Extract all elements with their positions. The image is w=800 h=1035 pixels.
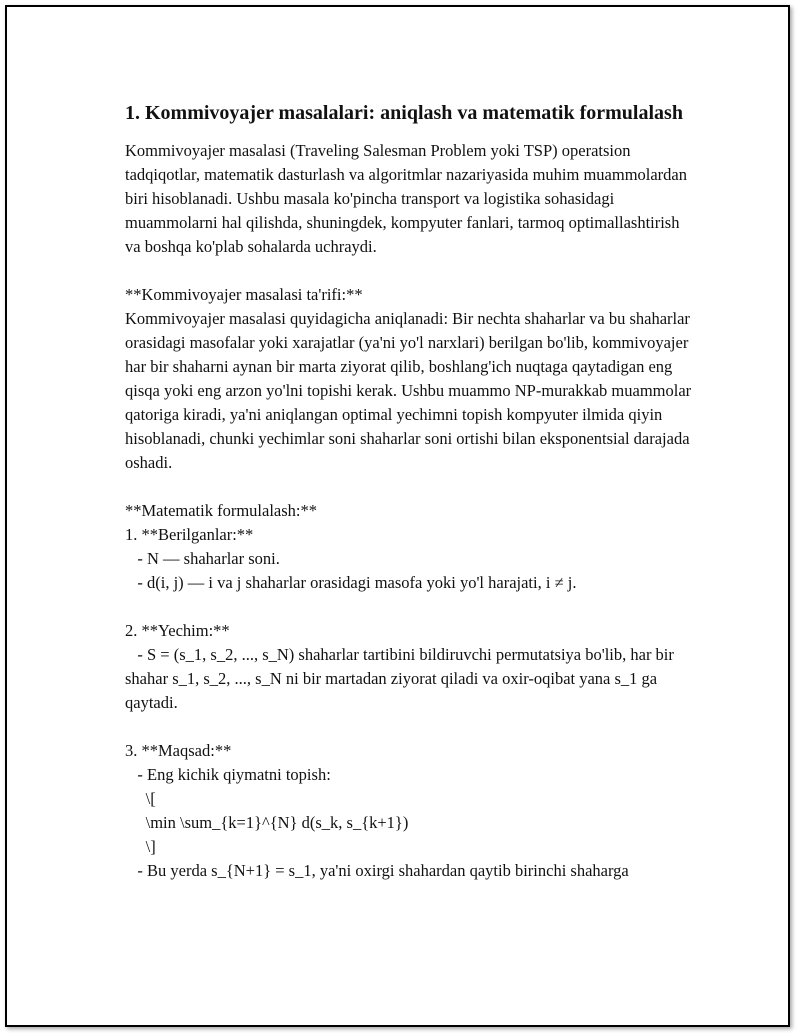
given-n-item: - N — shaharlar soni. [125, 549, 280, 568]
given-heading: 1. **Berilganlar:** [125, 525, 254, 544]
page-frame [5, 5, 790, 1027]
formula-close: \] [125, 837, 156, 856]
formula-open: \[ [125, 789, 156, 808]
intro-paragraph: Kommivoyajer masalasi (Traveling Salesman Problem yoki TSP) operatsion tadqiqotlar, matematik dasturlash va algoritmlar nazariyasida muhim muammolardan biri hisoblanadi. Ushbu masala ko'pincha transport va logistika sohasidagi muammolarni hal qilishda, shuningdek, kompyuter fanlari, tarmoq optimallashtirish va boshqa ko'plab sohalarda uchraydi. [125, 141, 687, 256]
math-heading: **Matematik formulalash:** [125, 501, 317, 520]
given-d-item: - d(i, j) — i va j shaharlar orasidagi masofa yoki yo'l harajati, i ≠ j. [125, 573, 577, 592]
goal-item: - Eng kichik qiymatni topish: [125, 765, 331, 784]
goal-heading: 3. **Maqsad:** [125, 741, 232, 760]
definition-heading: **Kommivoyajer masalasi ta'rifi:** [125, 285, 363, 304]
document-body [125, 99, 695, 883]
goal-note: - Bu yerda s_{N+1} = s_1, ya'ni oxirgi shahardan qaytib birinchi shaharga [125, 861, 629, 880]
solution-paragraph: - S = (s_1, s_2, ..., s_N) shaharlar tartibini bildiruvchi permutatsiya bo'lib, har bir shahar s_1, s_2, ..., s_N ni bir martadan ziyorat qiladi va oxir-oqibat yana s_1 ga qaytadi. [125, 645, 679, 712]
formula-expression: \min \sum_{k=1}^{N} d(s_k, s_{k+1}) [125, 813, 409, 832]
document-title: 1. Kommivoyajer masalalari: aniqlash va matematik formulalash [125, 102, 683, 124]
definition-paragraph: Kommivoyajer masalasi quyidagicha aniqlanadi: Bir nechta shaharlar va bu shaharlar orasidagi masofalar yoki xarajatlar (ya'ni yo'l narxlari) berilgan bo'lib, kommivoyajer har bir shaharni aynan bir marta ziyorat qilib, boshlang'ich nuqtaga qaytadigan eng qisqa yoki eng arzon yo'lni topishi kerak. Ushbu muammo NP-murakkab muammolar qatoriga kiradi, ya'ni aniqlangan optimal yechimni topish kompyuter ilmida qiyin hisoblanadi, chunki yechimlar soni shaharlar soni ortishi bilan eksponentsial darajada oshadi. [125, 309, 692, 472]
solution-heading: 2. **Yechim:** [125, 621, 230, 640]
